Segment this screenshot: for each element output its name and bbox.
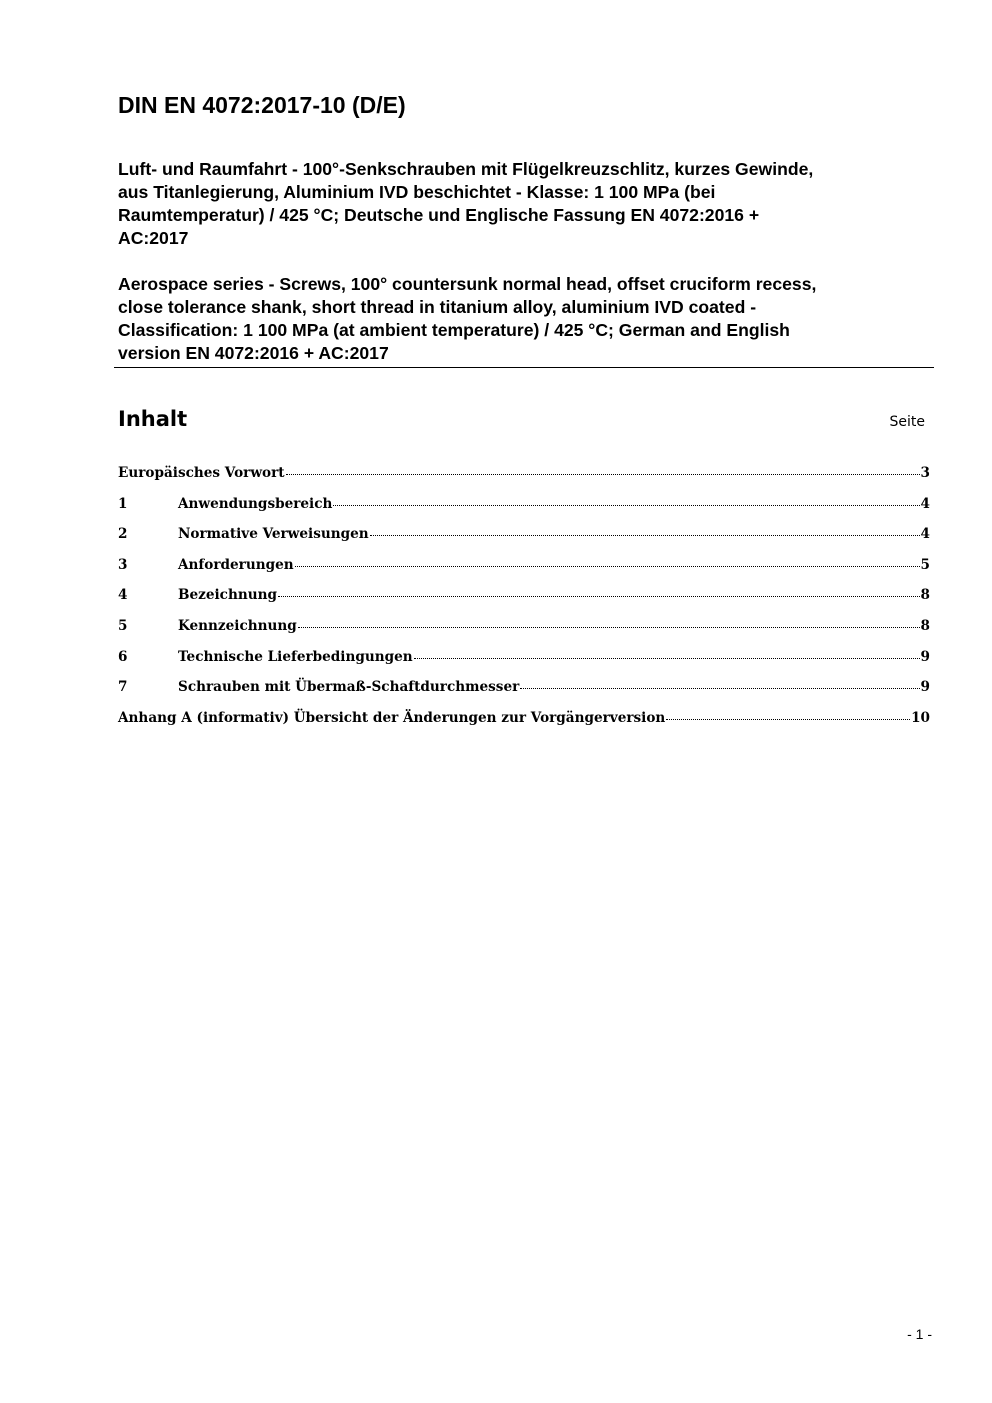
toc-dot-leader [298,614,920,628]
toc-entry-page: 5 [920,556,930,573]
toc-entry-page: 9 [920,648,930,665]
toc-entry-page: 8 [920,617,930,634]
toc-heading: Inhalt [118,407,188,431]
toc-entry-page: 4 [920,526,930,543]
toc-entry-number: 6 [118,648,128,665]
toc-dot-leader [278,583,920,597]
title-english-line: Aerospace series - Screws, 100° countersunk normal head, offset cruciform recess, [118,274,817,294]
toc-entry-european-foreword[interactable] [118,462,930,493]
toc-entry-page: 9 [920,679,930,696]
table-of-contents [118,462,930,737]
toc-entry-normative-references[interactable] [118,523,930,554]
title-english-line: version EN 4072:2016 + AC:2017 [118,343,389,363]
title-divider [114,367,934,368]
toc-entry-title: Anforderungen [178,556,294,573]
title-german [118,158,928,250]
title-german-line: Luft- und Raumfahrt - 100°-Senkschrauben mit Flügelkreuzschlitz, kurzes Gewinde, [118,159,814,179]
toc-entry-number: 2 [118,526,128,543]
toc-dot-leader [333,492,919,506]
toc-entry-number: 5 [118,617,128,634]
toc-dot-leader [295,553,920,567]
toc-entry-page: 8 [920,587,930,604]
title-english [118,273,928,365]
toc-dot-leader [520,675,919,689]
toc-entry-scope[interactable] [118,493,930,524]
toc-entry-oversize-screws[interactable] [118,676,930,707]
toc-entry-number: 1 [118,495,128,512]
title-english-line: close tolerance shank, short thread in titanium alloy, aluminium IVD coated - [118,297,757,317]
toc-entry-number: 7 [118,679,128,696]
toc-dot-leader [286,461,920,475]
toc-entry-title: Anhang A (informativ) Übersicht der Änderungen zur Vorgängerversion [118,709,666,726]
title-german-line: AC:2017 [118,228,189,248]
toc-dot-leader [666,706,910,720]
toc-entry-requirements[interactable] [118,554,930,585]
toc-dot-leader [414,645,920,659]
toc-entry-number: 3 [118,556,128,573]
toc-entry-title: Normative Verweisungen [178,526,369,543]
title-english-line: Classification: 1 100 MPa (at ambient temperature) / 425 °C; German and English [118,320,790,340]
toc-entry-page: 3 [920,465,930,481]
toc-entry-marking[interactable] [118,615,930,646]
toc-entry-title: Technische Lieferbedingungen [178,648,413,665]
title-german-line: aus Titanlegierung, Aluminium IVD beschichtet - Klasse: 1 100 MPa (bei [118,182,716,202]
toc-entry-title: Anwendungsbereich [178,495,333,512]
toc-entry-title: Bezeichnung [178,587,277,604]
toc-entry-title: Kennzeichnung [178,617,297,634]
page-number: - 1 - [907,1326,932,1342]
document-id: DIN EN 4072:2017-10 (D/E) [118,92,406,118]
toc-entry-title: Europäisches Vorwort [118,465,285,481]
toc-entry-title: Schrauben mit Übermaß-Schaftdurchmesser [178,679,520,696]
toc-entry-page: 4 [920,495,930,512]
toc-dot-leader [370,522,920,536]
toc-page-label: Seite [889,414,925,430]
toc-entry-number: 4 [118,587,128,604]
toc-entry-page: 10 [911,709,930,726]
toc-entry-annex-a[interactable] [118,707,930,738]
toc-entry-designation[interactable] [118,584,930,615]
title-german-line: Raumtemperatur) / 425 °C; Deutsche und Englische Fassung EN 4072:2016 + [118,205,760,225]
toc-entry-technical-specification[interactable] [118,646,930,677]
